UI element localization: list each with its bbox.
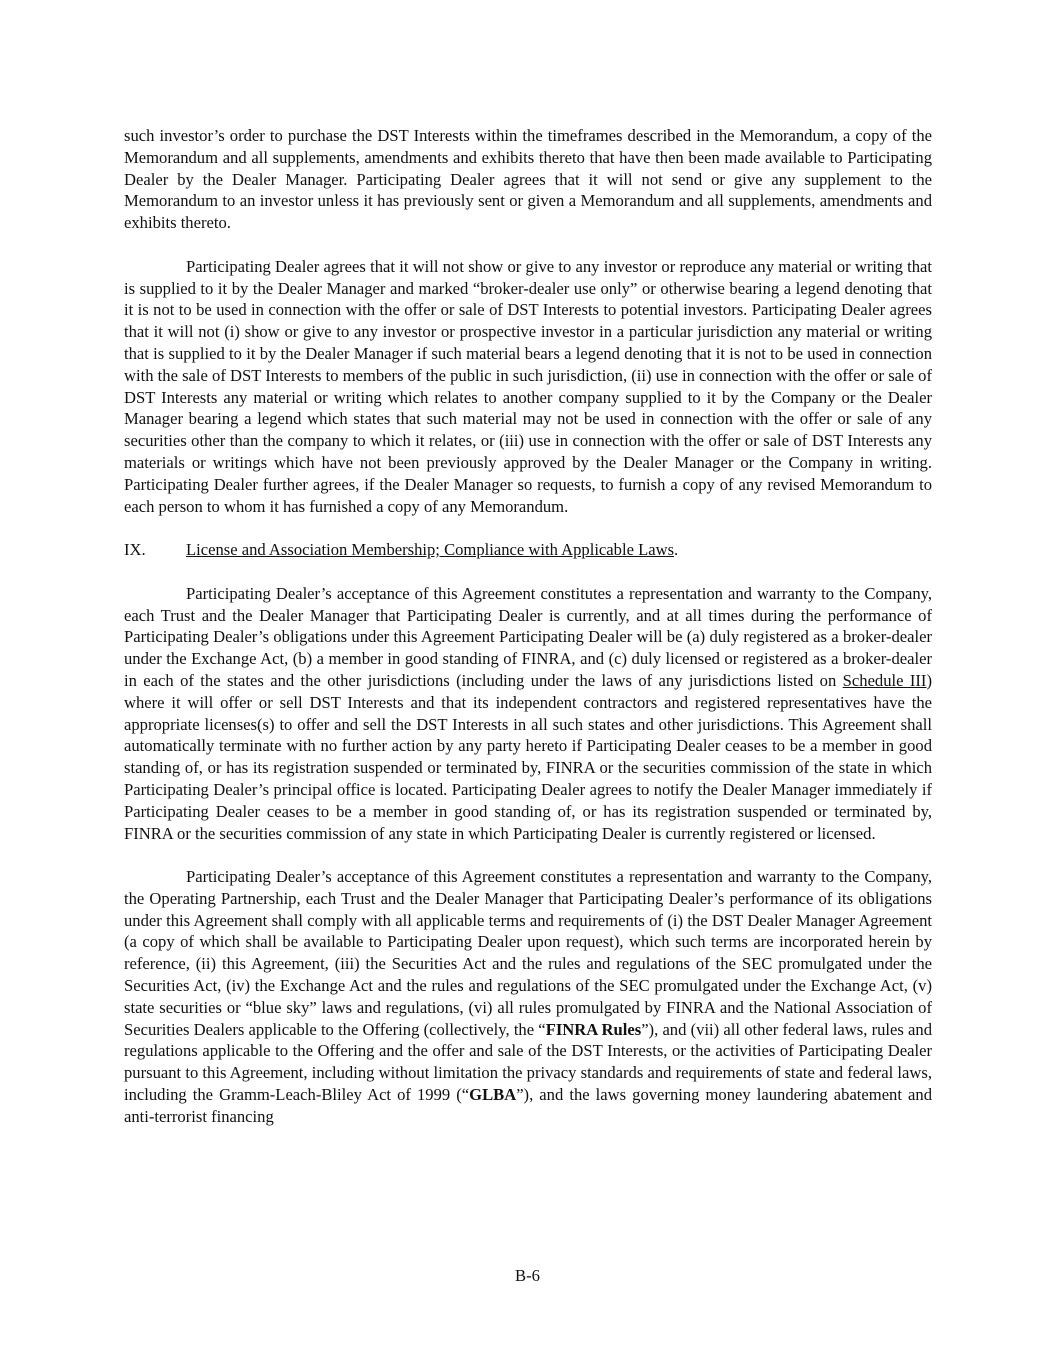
schedule-iii-reference: Schedule III <box>842 670 927 690</box>
paragraph-compliance-laws <box>124 866 932 1128</box>
paragraph-material-restrictions: Participating Dealer agrees that it will not show or give to any investor or reproduce any material or writing that is supplied to it by the Dealer Manager and marked “broker-dealer use only” or otherwise bearing a legend denoting that it is not to be used in connection with the offer or sale of DST Interests to potential investors. Participating Dealer agrees that it will not (i) show or give to any investor or prospective investor in a particular jurisdiction any material or writing that is supplied to it by the Dealer Manager if such material bears a legend denoting that it is not to be used in connection with the sale of DST Interests to members of the public in such jurisdiction, (ii) use in connection with the offer or sale of DST Interests any material or writing which relates to another company supplied to it by the Company or the Dealer Manager bearing a legend which states that such material may not be used in connection with the offer or sale of any securities other than the company to which it relates, or (iii) use in connection with the offer or sale of DST Interests any materials or writings which have not been previously approved by the Dealer Manager or the Company in writing. Participating Dealer further agrees, if the Dealer Manager so requests, to furnish a copy of any revised Memorandum to each person to whom it has furnished a copy of any Memorandum. <box>124 256 932 516</box>
paragraph-license-membership <box>124 583 932 845</box>
compliance-text-part3: ”), and the laws governing money laundering abatement and anti-terrorist financing <box>124 1085 932 1126</box>
paragraph-memorandum-delivery: such investor’s order to purchase the DST Interests within the timeframes described in the Memorandum, a copy of the Memorandum and all supplements, amendments and exhibits thereto that have then been made available to Participating Dealer by the Dealer Manager. Participating Dealer agrees that it will not send or give any supplement to the Memorandum to an investor unless it has previously sent or given a Memorandum and all supplements, amendments and exhibits thereto. <box>124 126 932 233</box>
document-page <box>124 125 932 1149</box>
compliance-text-part2: ”), and (vii) all other federal laws, rules and regulations applicable to the Offering and the offer and sale of the DST Interests, or the activities of Participating Dealer pursuant to this Agreement, including without limitation the privacy standards and requirements of state and federal laws, including the Gramm-Leach-Bliley Act of 1999 (“ <box>124 1019 933 1105</box>
page-number: B-6 <box>515 1266 540 1285</box>
section-heading <box>124 539 932 561</box>
compliance-text-part1: Participating Dealer’s acceptance of this Agreement constitutes a representation and warranty to the Company, the Operating Partnership, each Trust and the Dealer Manager that Participating Dealer’s performance of its obligations under this Agreement shall comply with all applicable terms and requirements of (i) the DST Dealer Manager Agreement (a copy of which shall be available to Participating Dealer upon request), which such terms are incorporated herein by reference, (ii) this Agreement, (iii) the Securities Act and the rules and regulations of the SEC promulgated under the Securities Act, (iv) the Exchange Act and the rules and regulations of the SEC promulgated under the Exchange Act, (v) state securities or “blue sky” laws and regulations, (vi) all rules promulgated by FINRA and the National Association of Securities Dealers applicable to the Offering (collectively, the “ <box>124 867 932 1039</box>
section-number: IX. <box>124 540 146 560</box>
license-text-end: ) where it will offer or sell DST Interests and that its independent contractors and registered representatives have the appropriate licenses(s) to offer and sell the DST Interests in all such states and other jurisdictions. This Agreement shall automatically terminate with no further action by any party hereto if Participating Dealer ceases to be a member in good standing of, or has its registration suspended or terminated by, FINRA or the securities commission of the state in which Participating Dealer’s principal office is located. Participating Dealer agrees to notify the Dealer Manager immediately if Participating Dealer ceases to be a member in good standing of, or has its registration suspended or terminated by, FINRA or the securities commission of any state in which Participating Dealer is currently registered or licensed. <box>124 670 932 843</box>
section-title: License and Association Membership; Compliance with Applicable Laws <box>186 540 675 560</box>
finra-rules-term: FINRA Rules <box>545 1019 642 1039</box>
glba-term: GLBA <box>469 1085 517 1105</box>
license-text-start: Participating Dealer’s acceptance of this Agreement constitutes a representation and warranty to the Company, each Trust and the Dealer Manager that Participating Dealer is currently, and at all times during the performance of Participating Dealer’s obligations under this Agreement Participating Dealer will be (a) duly registered as a broker-dealer under the Exchange Act, (b) a member in good standing of FINRA, and (c) duly licensed or registered as a broker-dealer in each of the states and the other jurisdictions (including under the laws of any jurisdictions listed on <box>124 583 932 690</box>
section-title-suffix: . <box>674 540 679 560</box>
